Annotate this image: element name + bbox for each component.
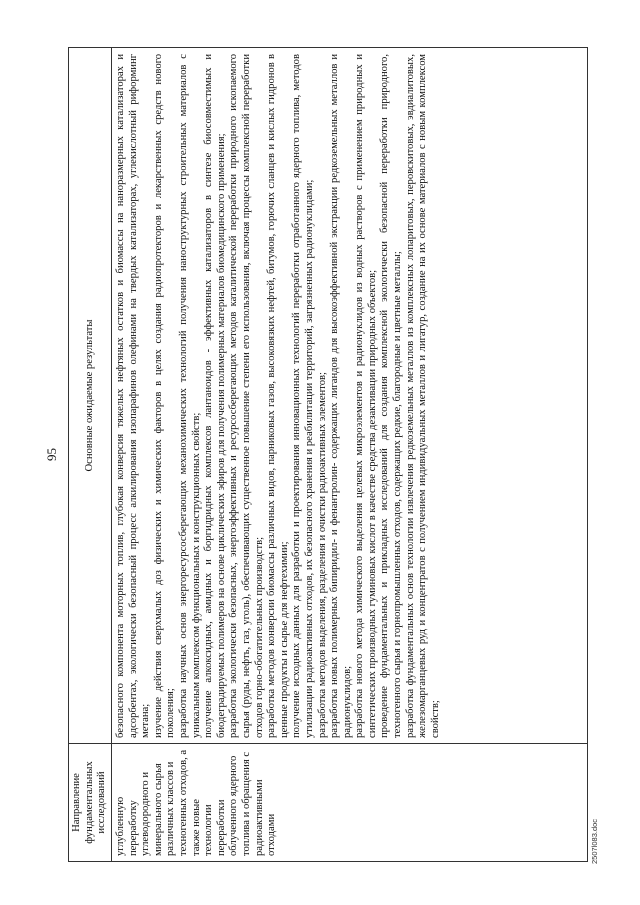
results-cell [112, 48, 588, 744]
result-item: разработка фундаментальных основ технологии извлечения редкоземельных металлов из комплексных лопаритовых, перовскитовых, эвдиалитовых, железомарганцевых руд и концентратов с получением индивидуальных металлов и лигатур, создание на их основе материалов с новым комплексом свойств; [404, 54, 441, 738]
result-item: разработка экологически безопасных, энергоэффективных и ресурсосберегающих методов каталитической переработки природного ископаемого сырья (руды, нефть, газ, уголь), обеспечивающих существенное повышение степени его использования, включая процессы комплексной переработки отходов горно-обогатительных производств; [228, 54, 265, 738]
header-direction: Направление фундаментальных исследований [69, 744, 112, 862]
result-item: разработка методов выделения, разделения и очистки радиоактивных элементов; [316, 372, 328, 738]
direction-cell: углубленную переработку углеводородного и минерального сырья различных классов и техногенных отходов, а также новые технологии переработки облученного ядерного топлива и обращения с радиоактивными отходами [112, 744, 588, 862]
result-item: изучение действия сверхмалых доз физических и химических факторов в целях создания радиопротекторов и лекарственных средств нового поколения; [152, 54, 177, 738]
table-row [112, 48, 588, 862]
header-results: Основные ожидаемые результаты [69, 48, 112, 744]
table-header-row [69, 48, 112, 862]
rotated-page [40, 47, 600, 862]
result-item: получение исходных данных для разработки и проектирования инновационных технологий переработки отработанного ядерного топлива, методов утилизации радиоактивных отходов, их безопасного хранения и реабилитации территорий, загрязненных радионуклидами; [291, 54, 315, 738]
page-number: 95 [44, 448, 59, 461]
result-item: разработка нового метода химического выделения целевых микроэлементов и радионуклидов из водных растворов с применением природных и синтетических производных гуминовых кислот в качестве средства дезактивации природных объектов; [354, 54, 378, 738]
result-item: получение алкоксидных, амидных и боргидридных комплексов лантаноидов - эффективных катализаторов в синтезе биосовместимых и биодеградируемых полимеров на основе циклических эфиров для получения полимерных материалов биомедицинского применения; [203, 54, 227, 738]
result-item: разработка научных основ энергоресурсосберегающих механохимических технологий получения наноструктурных строительных материалов с уникальным комплексом функциональных и конструкционных свойств; [177, 54, 202, 738]
document-code: 2507l083.doc [590, 818, 599, 864]
result-item: разработка новых полимерных бипиридил- и фенантролин- содержащих лигандов для высокоэффективной экстракции редкоземельных металлов и радионуклидов; [329, 54, 353, 738]
result-item: безопасного компонента моторных топлив, глубокая конверсия тяжелых нефтяных остатков и биомассы на наноразмерных катализаторах и адсорбентах, экологически безопасный процесс алкилирования изопарафинов олефинами на твердых катализаторах, углекислотный риформинг метана; [115, 54, 152, 738]
research-table [68, 47, 588, 862]
result-item: разработка методов конверсии биомассы различных видов, парниковых газов, высоковязких нефтей, битумов, горючих сланцев и кислых гидронов в ценные продукты и сырье для нефтехимии; [266, 54, 290, 738]
result-item: проведение фундаментальных и прикладных исследований для создания комплексной экологически безопасной переработки природного, техногенного сырья и горнопромышленных отходов, содержащих редкие, благородные и цветные металлы; [379, 54, 404, 738]
